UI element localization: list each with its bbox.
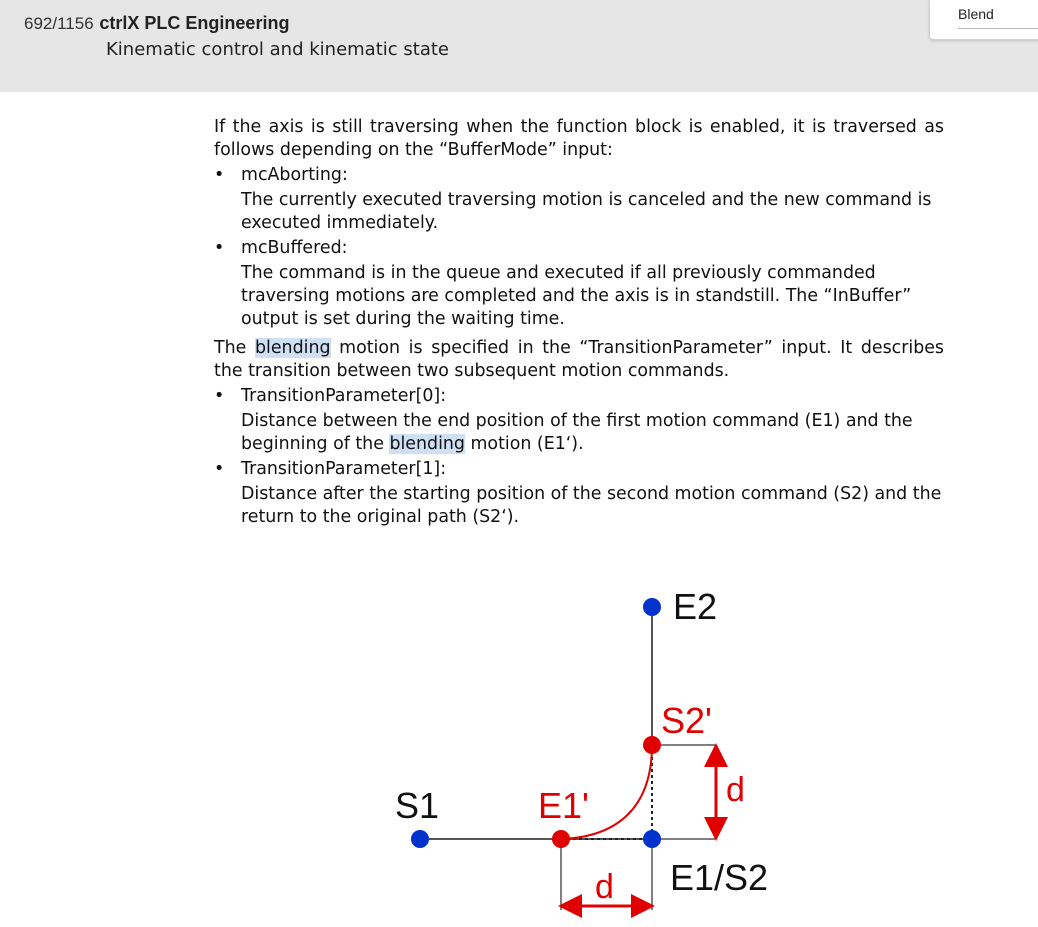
- blending-diagram: [370, 575, 800, 920]
- header-title-line: [24, 13, 289, 34]
- blend-text-post: motion is specified in the “TransitionParameter” input. It describes the transition between two subsequent motion commands.: [214, 338, 944, 381]
- document-header: [0, 0, 1038, 92]
- bullet-dot: •: [214, 165, 225, 185]
- label-d-vertical: d: [726, 771, 745, 809]
- label-s1: S1: [395, 785, 440, 826]
- list-item-desc: The currently executed traversing motion is canceled and the new command is executed immediately.: [241, 190, 932, 233]
- intro-paragraph: If the axis is still traversing when the function block is enabled, it is traversed as follows depending on the “BufferMode” input:: [214, 117, 944, 160]
- list-item: [214, 385, 944, 456]
- blend-text-pre: The: [214, 338, 255, 358]
- book-title: ctrlX PLC Engineering: [99, 13, 290, 33]
- blending-paragraph: [214, 337, 944, 383]
- label-e1-prime: E1': [538, 785, 589, 826]
- bullet-dot: •: [214, 386, 225, 406]
- bullet-dot: •: [214, 459, 225, 479]
- page-total: 1156: [57, 14, 94, 33]
- label-e1-s2: E1/S2: [670, 857, 769, 898]
- list-item-term: mcBuffered:: [241, 238, 348, 258]
- desc-text-post: motion (E1‘).: [464, 434, 584, 454]
- search-box[interactable]: [929, 0, 1038, 40]
- page-current: 692: [24, 14, 53, 33]
- list-item-term: TransitionParameter[0]:: [241, 386, 447, 406]
- page-content: [214, 116, 944, 529]
- section-title: Kinematic control and kinematic state: [106, 39, 449, 60]
- list-item-term: mcAborting:: [241, 165, 348, 185]
- label-d-horizontal: d: [595, 868, 614, 906]
- bullet-dot: •: [214, 238, 225, 258]
- list-item: [214, 458, 944, 529]
- point-s1: [411, 830, 429, 848]
- search-highlight: blending: [254, 338, 331, 358]
- point-s2-prime: [643, 736, 661, 754]
- list-item: [214, 164, 944, 235]
- label-s2-prime: S2': [661, 700, 712, 741]
- list-item-desc: Distance after the starting position of the second motion command (S2) and the return to the original path (S2‘).: [241, 484, 942, 527]
- list-item-term: TransitionParameter[1]:: [241, 459, 447, 479]
- search-highlight: blending: [389, 434, 465, 454]
- desc-text-pre: Distance between the end position of the first motion command (E1) and the beginning of the: [241, 411, 913, 454]
- label-e2: E2: [673, 586, 718, 627]
- list-item-desc: The command is in the queue and executed if all previously commanded traversing motions are completed and the axis is in standstill. The “InBuffer” output is set during the waiting time.: [241, 263, 912, 329]
- page-separator: /: [52, 14, 58, 33]
- list-item-desc: [241, 410, 944, 456]
- search-input[interactable]: Blend: [958, 6, 1038, 29]
- list-item: [214, 237, 944, 331]
- point-e1-prime: [552, 830, 570, 848]
- point-e1-s2: [643, 830, 661, 848]
- point-e2: [643, 598, 661, 616]
